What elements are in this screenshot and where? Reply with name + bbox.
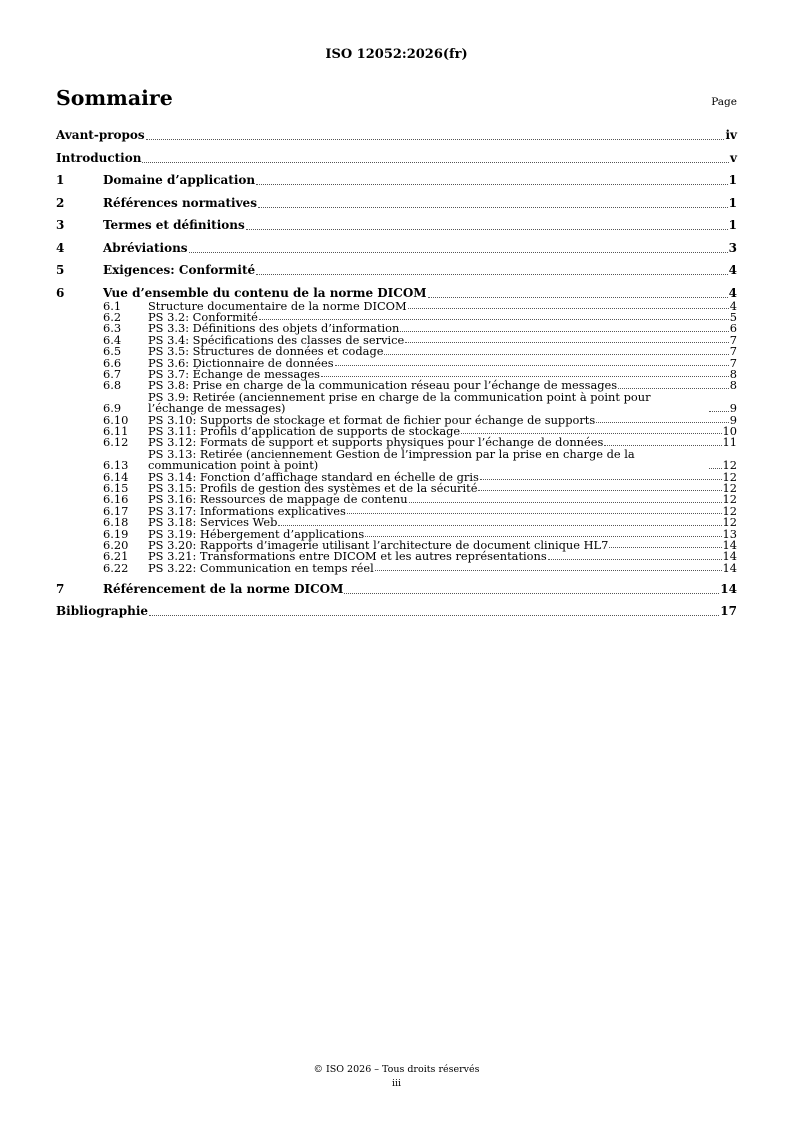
- toc-entry-text: Bibliographie: [56, 604, 149, 619]
- toc-entry-page: v: [730, 150, 737, 165]
- toc-subentry-page: 14: [722, 560, 737, 575]
- dot-leader: [618, 388, 729, 389]
- dot-leader: [408, 308, 729, 309]
- toc-subentry-page: 12: [722, 458, 737, 473]
- toc-entry-page: 4: [728, 285, 737, 300]
- toc-subentry-page: 10: [722, 423, 737, 438]
- toc-entry-number: 6: [56, 285, 65, 300]
- toc-subentry-text: PS 3.17: Informations explicatives: [148, 503, 346, 518]
- toc-subentry-number: 6.19: [103, 526, 129, 541]
- toc-subentry-text: PS 3.12: Formats de support et supports physiques pour l’échange de données: [148, 435, 604, 450]
- toc-entry-text: Exigences: Conformité: [103, 263, 256, 277]
- dot-leader: [428, 297, 728, 298]
- dot-leader: [146, 139, 725, 140]
- toc-subentry-number: 6.8: [103, 378, 122, 393]
- toc-entry-7[interactable]: [56, 582, 737, 597]
- dot-leader: [548, 559, 722, 560]
- toc-subentry-number: 6.20: [103, 538, 129, 553]
- toc-subentry-page: 7: [729, 344, 737, 359]
- toc-page-column-label: Page: [711, 96, 737, 108]
- toc-subentry-number: 6.3: [103, 321, 122, 336]
- copyright-notice: © ISO 2026 – Tous droits réservés: [313, 1064, 480, 1075]
- toc-subentry-text: PS 3.21: Transformations entre DICOM et les autres représentations: [148, 549, 547, 564]
- toc-entry-introduction[interactable]: [56, 151, 737, 166]
- toc-subentry-text: PS 3.14: Fonction d’affichage standard en échelle de gris: [148, 469, 479, 484]
- toc-subentry-text: PS 3.18: Services Web: [148, 515, 278, 530]
- toc-subentry-6-22[interactable]: [56, 560, 737, 575]
- toc-subentry-number: 6.1: [103, 298, 122, 313]
- toc-subentry-number: 6.12: [103, 435, 129, 450]
- page-number: iii: [391, 1078, 402, 1089]
- dot-leader: [480, 479, 722, 480]
- toc-subentry-number: 6.14: [103, 469, 129, 484]
- toc-entry-text: Références normatives: [103, 195, 257, 210]
- toc-entry-text: Avant-propos: [56, 128, 145, 142]
- toc-entry-number: 2: [56, 195, 65, 210]
- toc-entry-4[interactable]: [56, 241, 737, 256]
- toc-subentry-page: 9: [729, 401, 737, 416]
- toc-entry-text: Vue d’ensemble du contenu de la norme DICOM: [103, 285, 427, 300]
- dot-leader: [365, 536, 721, 537]
- document-footer: [0, 1063, 793, 1091]
- dot-leader: [596, 422, 729, 423]
- toc-subentry-text: PS 3.13: Retirée (anciennement Gestion de l’impression par la prise en charge de la communication point à point): [148, 446, 635, 473]
- toc-subentry-text: PS 3.2: Conformité: [148, 309, 258, 324]
- toc-subentry-text: PS 3.19: Hébergement d’applications: [148, 526, 365, 541]
- toc-entry-page: 3: [728, 240, 737, 255]
- toc-subentry-page: 14: [722, 538, 737, 553]
- toc-subentry-number: 6.13: [103, 458, 129, 473]
- dot-leader: [335, 365, 729, 366]
- toc-subentry-text: PS 3.11: Profils d’application de supports de stockage: [148, 423, 461, 438]
- toc-subentry-page: 6: [729, 321, 737, 336]
- dot-leader: [478, 490, 721, 491]
- toc-subentry-number: 6.16: [103, 492, 129, 507]
- toc-entry-number: 1: [56, 173, 65, 187]
- toc-subentry-page: 8: [729, 378, 737, 393]
- toc-entry-1[interactable]: [56, 173, 737, 188]
- toc-entry-text: Référencement de la norme DICOM: [103, 581, 344, 596]
- toc-entry-avant-propos[interactable]: [56, 128, 737, 143]
- toc-subentry-page: 11: [722, 435, 737, 450]
- toc-subentry-number: 6.6: [103, 355, 122, 370]
- dot-leader: [347, 513, 722, 514]
- toc-subentry-number: 6.9: [103, 401, 122, 416]
- toc-subentry-text: PS 3.6: Dictionnaire de données: [148, 355, 334, 370]
- toc-entry-number: 3: [56, 218, 65, 232]
- toc-subentry-text: PS 3.22: Communication en temps réel: [148, 560, 374, 575]
- table-of-contents: [56, 128, 737, 619]
- toc-subentry-page: 13: [722, 526, 737, 541]
- toc-subentry-text: PS 3.9: Retirée (anciennement prise en charge de la communication point à point pour l’échange de messages): [148, 389, 651, 416]
- toc-subentry-page: 12: [722, 469, 737, 484]
- dot-leader: [344, 593, 719, 594]
- toc-subentry-text: PS 3.4: Spécifications des classes de service: [148, 332, 405, 347]
- toc-subentry-page: 12: [722, 492, 737, 507]
- toc-entry-number: 5: [56, 263, 65, 277]
- toc-subentry-number: 6.17: [103, 503, 129, 518]
- toc-subentry-page: 12: [722, 481, 737, 495]
- dot-leader: [189, 252, 728, 253]
- dot-leader: [149, 615, 719, 616]
- toc-entry-page: iv: [725, 128, 737, 142]
- dot-leader: [278, 525, 721, 526]
- toc-entry-text: Introduction: [56, 150, 142, 165]
- document-header: ISO 12052:2026(fr): [325, 47, 468, 62]
- toc-entry-number: 7: [56, 581, 65, 596]
- toc-entry-page: 1: [728, 195, 737, 210]
- toc-subentry-text: PS 3.15: Profils de gestion des systèmes et de la sécurité: [148, 481, 478, 495]
- toc-subentry-number: 6.5: [103, 344, 122, 359]
- dot-leader: [609, 547, 721, 548]
- toc-subentry-text: PS 3.3: Définitions des objets d’information: [148, 321, 400, 336]
- toc-subentry-number: 6.18: [103, 515, 129, 530]
- toc-entry-page: 1: [728, 218, 737, 232]
- toc-subentry-page: 14: [722, 549, 737, 564]
- dot-leader: [142, 162, 729, 163]
- dot-leader: [321, 376, 729, 377]
- dot-leader: [256, 274, 728, 275]
- dot-leader: [375, 570, 722, 571]
- toc-subentry-text: PS 3.8: Prise en charge de la communication réseau pour l’échange de messages: [148, 378, 618, 393]
- dot-leader: [256, 184, 728, 185]
- toc-entry-5[interactable]: [56, 263, 737, 278]
- toc-subentry-number: 6.15: [103, 481, 129, 495]
- toc-entry-text: Abréviations: [103, 240, 188, 255]
- toc-subentry-number: 6.10: [103, 412, 129, 427]
- toc-subentry-number: 6.4: [103, 332, 122, 347]
- toc-subentry-number: 6.21: [103, 549, 129, 564]
- toc-subentry-number: 6.7: [103, 366, 122, 381]
- toc-subentry-number: 6.2: [103, 309, 122, 324]
- toc-subentry-text: PS 3.5: Structures de données et codage: [148, 344, 384, 359]
- toc-subentry-text: PS 3.20: Rapports d’imagerie utilisant l’architecture de document clinique HL7: [148, 538, 609, 553]
- toc-entry-text: Domaine d’application: [103, 173, 256, 187]
- dot-leader: [604, 445, 721, 446]
- toc-subentry-page: 12: [722, 515, 737, 530]
- dot-leader: [461, 433, 721, 434]
- toc-subentry-page: 9: [729, 412, 737, 427]
- toc-subentry-text: PS 3.16: Ressources de mappage de contenu: [148, 492, 408, 507]
- dot-leader: [400, 331, 728, 332]
- toc-subentry-text: Structure documentaire de la norme DICOM: [148, 298, 407, 313]
- toc-entry-page: 17: [720, 604, 737, 619]
- toc-entry-text: Termes et définitions: [103, 218, 245, 232]
- toc-subentry-number: 6.22: [103, 560, 129, 575]
- toc-entry-bibliographie[interactable]: [56, 604, 737, 619]
- toc-entry-3[interactable]: [56, 218, 737, 233]
- toc-title: Sommaire: [56, 86, 173, 110]
- toc-entry-number: 4: [56, 240, 65, 255]
- toc-subentry-6-9[interactable]: [56, 389, 737, 416]
- toc-entry-page: 14: [720, 581, 737, 596]
- toc-subentry-page: 12: [722, 503, 737, 518]
- dot-leader: [259, 319, 729, 320]
- toc-subentry-page: 4: [729, 298, 737, 313]
- dot-leader: [709, 411, 729, 412]
- toc-subentry-number: 6.11: [103, 423, 129, 438]
- toc-subentry-6-13[interactable]: [56, 446, 737, 473]
- toc-subentry-page: 8: [729, 366, 737, 381]
- toc-heading: [56, 86, 737, 110]
- toc-subentry-page: 7: [729, 355, 737, 370]
- toc-subentry-text: PS 3.10: Supports de stockage et format de fichier pour échange de supports: [148, 412, 596, 427]
- toc-subentry-page: 7: [729, 332, 737, 347]
- dot-leader: [405, 342, 728, 343]
- toc-subentry-text: PS 3.7: Échange de messages: [148, 366, 321, 381]
- toc-entry-2[interactable]: [56, 196, 737, 211]
- dot-leader: [709, 468, 722, 469]
- dot-leader: [409, 502, 722, 503]
- toc-entry-page: 4: [728, 263, 737, 277]
- dot-leader: [258, 207, 728, 208]
- dot-leader: [384, 354, 728, 355]
- toc-entry-page: 1: [728, 173, 737, 187]
- toc-subentry-page: 5: [729, 309, 737, 324]
- dot-leader: [246, 229, 728, 230]
